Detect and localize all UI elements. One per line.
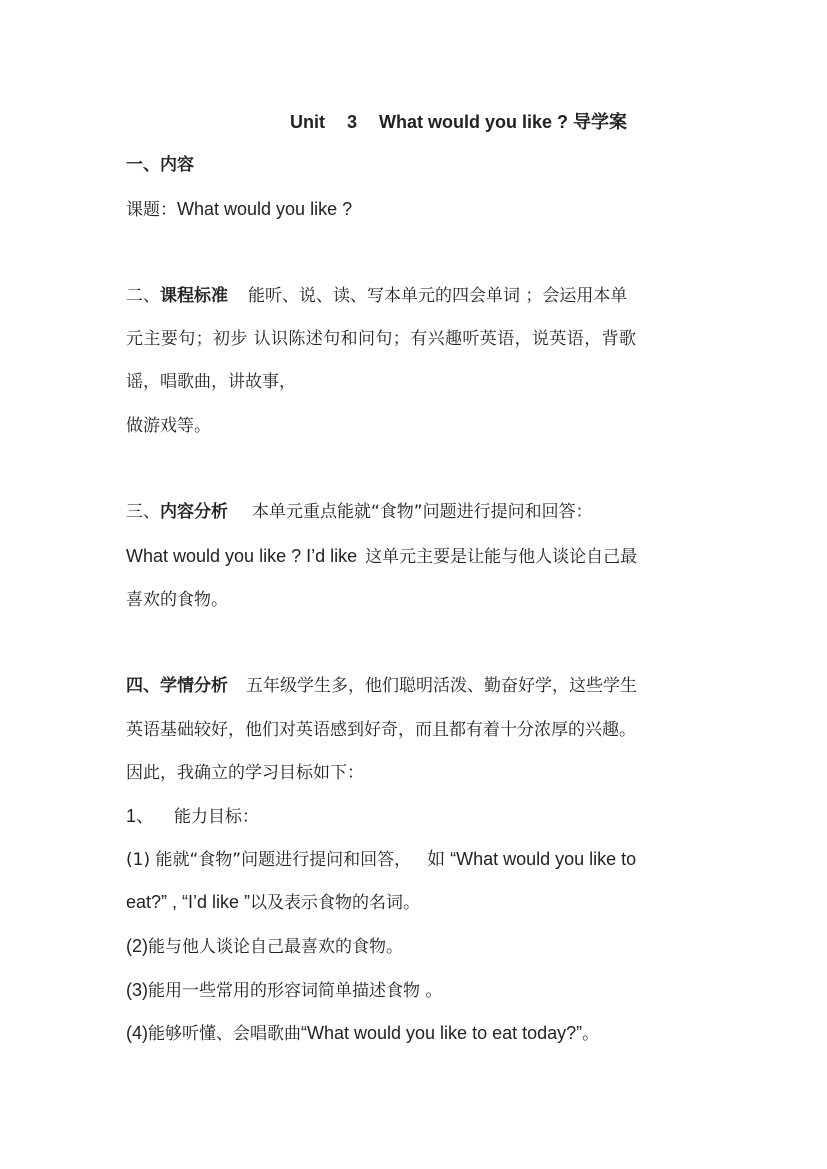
section2-line4: 做游戏等。 (126, 416, 211, 436)
title-number: 3 (347, 112, 358, 132)
section4-line2: 英语基础较好，他们对英语感到好奇，而且都有着十分浓厚的兴趣。 (126, 720, 636, 740)
goal-label: 能力目标： (174, 807, 260, 827)
title-question: What would you like ? (379, 112, 569, 132)
topic-label: 课题： (126, 200, 177, 220)
goal-item-4 (126, 1022, 706, 1045)
goal-item-1-cont (126, 891, 706, 914)
item1-tail: 以及表示食物的名词。 (250, 893, 421, 913)
goal-heading (126, 805, 706, 828)
item1-example: 如 “What would you like to (427, 849, 637, 869)
section2-line1 (126, 285, 706, 307)
section4-heading: 四、学情分析 (126, 676, 228, 696)
item3-text: 能用一些常用的形容词简单描述食物 。 (148, 981, 443, 1001)
section2-prefix: 二、 (126, 286, 160, 306)
section3-english: What would you like ? I’d like (126, 546, 358, 566)
section4-line3: 因此，我确立的学习目标如下： (126, 763, 364, 783)
item1-example-cont: eat?” , “I’d like ” (126, 892, 251, 912)
item4-song: “What would you like to eat today?” (301, 1023, 583, 1043)
section3-chinese: 这单元主要是让能与他人谈论自己最 (365, 547, 638, 567)
item1-text: (1) 能就“食物”问题进行提问和回答， (126, 850, 412, 870)
item4-text: 能够听懂、会唱歌曲 (148, 1024, 301, 1044)
goal-item-1 (126, 848, 706, 871)
section2-line2: 元主要句；初步 认识陈述句和问句；有兴趣听英语，说英语，背歌 (126, 329, 637, 349)
item4-number: (4) (126, 1023, 148, 1043)
item2-number: (2) (126, 936, 148, 956)
section3-line1 (126, 501, 706, 523)
section3-heading: 内容分析 (160, 502, 228, 522)
item4-end: 。 (582, 1024, 600, 1044)
section2-heading: 课程标准 (160, 286, 228, 306)
section2-line3: 谣，唱歌曲，讲故事， (126, 372, 296, 392)
section1-topic (126, 198, 706, 221)
goal-item-2 (126, 935, 706, 958)
section3-text1: 本单元重点能就“食物”问题进行提问和回答： (252, 502, 593, 522)
item3-number: (3) (126, 980, 148, 1000)
item2-text: 能与他人谈论自己最喜欢的食物。 (148, 937, 403, 957)
section4-line1 (126, 675, 706, 697)
section2-text1: 能听、说、读、写本单元的四会单词 ；会运用本单 (248, 286, 628, 306)
section3-prefix: 三、 (126, 502, 160, 522)
section1-heading: 一、内容 (126, 155, 194, 175)
title-unit: Unit (290, 112, 325, 132)
title-suffix: 导学案 (573, 112, 628, 132)
section3-line3: 喜欢的食物。 (126, 590, 228, 610)
section4-text1: 五年级学生多，他们聪明活泼、勤奋好学，这些学生 (246, 676, 637, 696)
topic-value: What would you like ? (177, 199, 353, 219)
goal-number: 1、 (126, 806, 155, 826)
goal-item-3 (126, 979, 706, 1002)
section3-line2 (126, 545, 706, 568)
document-title (290, 111, 827, 133)
